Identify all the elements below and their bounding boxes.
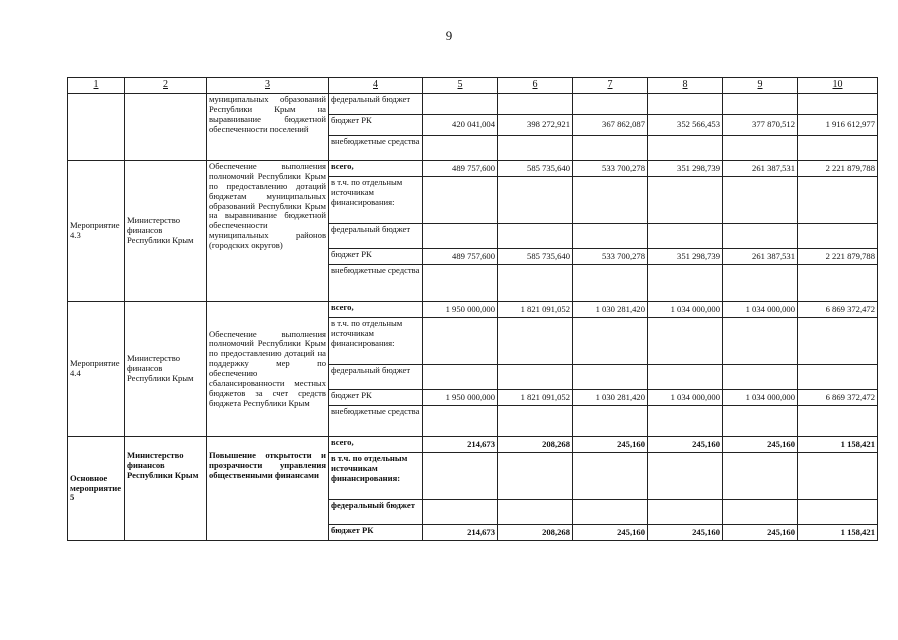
value-cell: 245,160 bbox=[723, 525, 798, 541]
value-cell bbox=[648, 224, 723, 249]
value-cell bbox=[498, 177, 573, 224]
value-cell bbox=[498, 136, 573, 161]
value-cell bbox=[723, 365, 798, 390]
value-cell bbox=[648, 500, 723, 525]
value-cell: 1 030 281,420 bbox=[573, 390, 648, 406]
value-cell bbox=[573, 224, 648, 249]
value-cell bbox=[648, 94, 723, 115]
value-cell: 214,673 bbox=[423, 437, 498, 453]
column-header: 4 bbox=[329, 78, 423, 94]
source-label: бюджет РК bbox=[329, 390, 423, 406]
column-header: 7 bbox=[573, 78, 648, 94]
value-cell bbox=[423, 365, 498, 390]
event-cell: Мероприятие 4.4 bbox=[68, 302, 125, 437]
event-cell: Мероприятие 4.3 bbox=[68, 161, 125, 302]
value-cell: 245,160 bbox=[573, 437, 648, 453]
value-cell bbox=[798, 224, 878, 249]
value-cell: 245,160 bbox=[648, 437, 723, 453]
value-cell: 367 862,087 bbox=[573, 115, 648, 136]
description-cell: муниципальных образований Республики Крым на выравнивание бюджетной обеспеченности поселений bbox=[207, 94, 329, 161]
description-cell: Повышение открытости и прозрачности управления общественными финансами bbox=[207, 437, 329, 541]
value-cell: 1 034 000,000 bbox=[723, 390, 798, 406]
value-cell bbox=[423, 406, 498, 437]
value-cell: 208,268 bbox=[498, 437, 573, 453]
value-cell bbox=[423, 318, 498, 365]
column-header: 6 bbox=[498, 78, 573, 94]
value-cell bbox=[723, 406, 798, 437]
source-label: федеральный бюджет bbox=[329, 94, 423, 115]
source-label: бюджет РК bbox=[329, 525, 423, 541]
value-cell: 1 821 091,052 bbox=[498, 302, 573, 318]
value-cell bbox=[723, 94, 798, 115]
value-cell bbox=[423, 224, 498, 249]
value-cell bbox=[423, 500, 498, 525]
source-label: всего, bbox=[329, 161, 423, 177]
value-cell bbox=[423, 136, 498, 161]
value-cell: 533 700,278 bbox=[573, 161, 648, 177]
value-cell bbox=[798, 453, 878, 500]
source-label: федеральный бюджет bbox=[329, 224, 423, 249]
value-cell bbox=[423, 453, 498, 500]
value-cell bbox=[573, 136, 648, 161]
value-cell: 208,268 bbox=[498, 525, 573, 541]
value-cell bbox=[423, 265, 498, 302]
value-cell: 398 272,921 bbox=[498, 115, 573, 136]
executor-cell: Министерство финансов Республики Крым bbox=[125, 302, 207, 437]
value-cell: 1 916 612,977 bbox=[798, 115, 878, 136]
source-label: бюджет РК bbox=[329, 249, 423, 265]
source-label: в т.ч. по отдельным источникам финансирования: bbox=[329, 453, 423, 500]
value-cell bbox=[573, 453, 648, 500]
value-cell bbox=[498, 406, 573, 437]
executor-cell: Министерство финансов Республики Крым bbox=[125, 437, 207, 541]
value-cell bbox=[798, 406, 878, 437]
column-header: 8 bbox=[648, 78, 723, 94]
value-cell: 352 566,453 bbox=[648, 115, 723, 136]
table-header-row bbox=[68, 78, 878, 94]
value-cell bbox=[498, 365, 573, 390]
value-cell: 245,160 bbox=[723, 437, 798, 453]
value-cell bbox=[573, 94, 648, 115]
table-row bbox=[68, 302, 878, 318]
value-cell bbox=[423, 177, 498, 224]
value-cell: 261 387,531 bbox=[723, 161, 798, 177]
source-label: в т.ч. по отдельным источникам финансирования: bbox=[329, 318, 423, 365]
value-cell: 1 950 000,000 bbox=[423, 302, 498, 318]
value-cell bbox=[573, 265, 648, 302]
value-cell: 1 158,421 bbox=[798, 525, 878, 541]
value-cell bbox=[723, 318, 798, 365]
value-cell: 489 757,600 bbox=[423, 161, 498, 177]
value-cell: 351 298,739 bbox=[648, 249, 723, 265]
value-cell bbox=[498, 94, 573, 115]
source-label: федеральный бюджет bbox=[329, 500, 423, 525]
value-cell bbox=[573, 177, 648, 224]
value-cell bbox=[798, 500, 878, 525]
value-cell bbox=[723, 224, 798, 249]
event-cell bbox=[68, 94, 125, 161]
value-cell bbox=[648, 406, 723, 437]
value-cell: 261 387,531 bbox=[723, 249, 798, 265]
description-cell: Обеспечение выполнения полномочий Республики Крым по предоставлению дотаций бюджетам муниципальных образований Республики Крым на выравнивание бюджетной обеспеченности муниципальных районов (городских округов) bbox=[207, 161, 329, 302]
value-cell: 1 030 281,420 bbox=[573, 302, 648, 318]
value-cell bbox=[798, 94, 878, 115]
value-cell: 1 950 000,000 bbox=[423, 390, 498, 406]
description-cell: Обеспечение выполнения полномочий Республики Крым по предоставлению дотаций на поддержку мер по обеспечению сбалансированности местных бюджетов за счет средств бюджета Республики Крым bbox=[207, 302, 329, 437]
value-cell bbox=[648, 136, 723, 161]
value-cell: 6 869 372,472 bbox=[798, 390, 878, 406]
value-cell: 585 735,640 bbox=[498, 249, 573, 265]
value-cell: 489 757,600 bbox=[423, 249, 498, 265]
value-cell bbox=[423, 94, 498, 115]
page-number: 9 bbox=[445, 28, 453, 43]
value-cell bbox=[723, 500, 798, 525]
value-cell bbox=[648, 265, 723, 302]
value-cell bbox=[648, 453, 723, 500]
value-cell bbox=[723, 136, 798, 161]
value-cell: 585 735,640 bbox=[498, 161, 573, 177]
column-header: 5 bbox=[423, 78, 498, 94]
value-cell: 245,160 bbox=[648, 525, 723, 541]
source-label: внебюджетные средства bbox=[329, 265, 423, 302]
source-label: внебюджетные средства bbox=[329, 136, 423, 161]
executor-cell bbox=[125, 94, 207, 161]
value-cell bbox=[723, 265, 798, 302]
value-cell bbox=[798, 136, 878, 161]
value-cell: 1 158,421 bbox=[798, 437, 878, 453]
value-cell: 2 221 879,788 bbox=[798, 161, 878, 177]
value-cell: 420 041,004 bbox=[423, 115, 498, 136]
column-header: 10 bbox=[798, 78, 878, 94]
table-row bbox=[68, 94, 878, 115]
value-cell bbox=[648, 365, 723, 390]
value-cell bbox=[498, 318, 573, 365]
value-cell: 1 034 000,000 bbox=[723, 302, 798, 318]
source-label: бюджет РК bbox=[329, 115, 423, 136]
value-cell: 214,673 bbox=[423, 525, 498, 541]
column-header: 2 bbox=[125, 78, 207, 94]
value-cell: 2 221 879,788 bbox=[798, 249, 878, 265]
value-cell: 245,160 bbox=[573, 525, 648, 541]
value-cell bbox=[798, 177, 878, 224]
value-cell bbox=[573, 365, 648, 390]
event-cell: Основное мероприятие 5 bbox=[68, 437, 125, 541]
value-cell: 1 034 000,000 bbox=[648, 302, 723, 318]
source-label: всего, bbox=[329, 437, 423, 453]
value-cell bbox=[498, 265, 573, 302]
value-cell bbox=[498, 224, 573, 249]
source-label: всего, bbox=[329, 302, 423, 318]
value-cell bbox=[798, 365, 878, 390]
value-cell bbox=[573, 500, 648, 525]
value-cell: 1 821 091,052 bbox=[498, 390, 573, 406]
value-cell bbox=[723, 177, 798, 224]
value-cell bbox=[798, 265, 878, 302]
value-cell bbox=[648, 318, 723, 365]
executor-cell: Министерство финансов Республики Крым bbox=[125, 161, 207, 302]
table-row bbox=[68, 437, 878, 453]
value-cell bbox=[498, 453, 573, 500]
table-row bbox=[68, 161, 878, 177]
value-cell bbox=[498, 500, 573, 525]
column-header: 3 bbox=[207, 78, 329, 94]
value-cell: 377 870,512 bbox=[723, 115, 798, 136]
value-cell: 6 869 372,472 bbox=[798, 302, 878, 318]
value-cell bbox=[648, 177, 723, 224]
value-cell bbox=[798, 318, 878, 365]
source-label: федеральный бюджет bbox=[329, 365, 423, 390]
value-cell: 1 034 000,000 bbox=[648, 390, 723, 406]
value-cell bbox=[723, 453, 798, 500]
column-header: 1 bbox=[68, 78, 125, 94]
column-header: 9 bbox=[723, 78, 798, 94]
source-label: внебюджетные средства bbox=[329, 406, 423, 437]
budget-table bbox=[67, 77, 878, 541]
value-cell: 351 298,739 bbox=[648, 161, 723, 177]
source-label: в т.ч. по отдельным источникам финансирования: bbox=[329, 177, 423, 224]
value-cell bbox=[573, 406, 648, 437]
value-cell: 533 700,278 bbox=[573, 249, 648, 265]
value-cell bbox=[573, 318, 648, 365]
